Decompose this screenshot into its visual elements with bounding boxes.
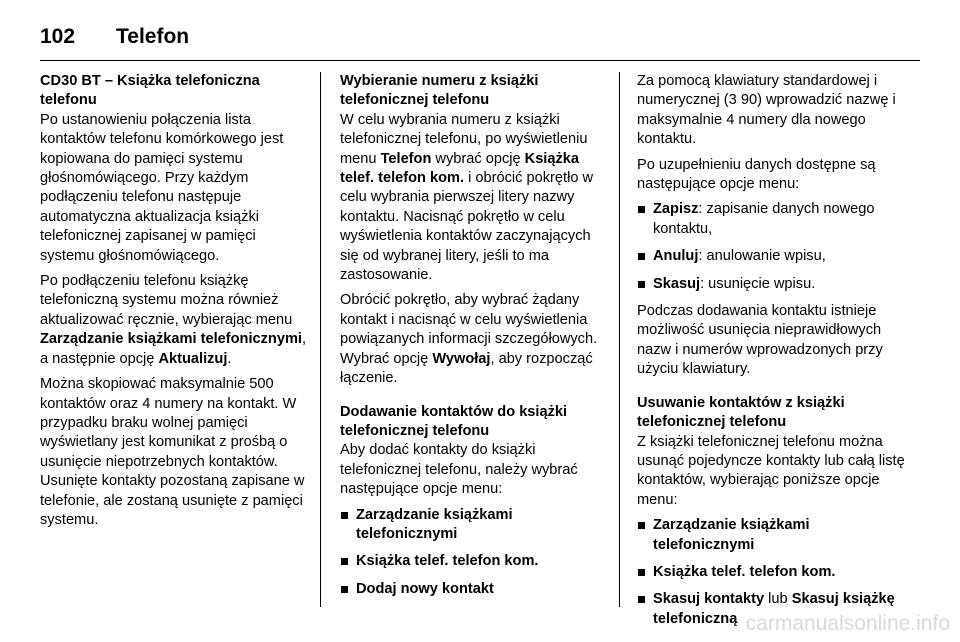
paragraph: Aby dodać kontakty do książki telefonicznej telefonu, należy wybrać następujące opcje menu: (340, 442, 578, 498)
text: W celu wybrania numeru z książki telefonicznej telefonu, po wyświetleniu menu (340, 111, 588, 167)
text: Obrócić pokrętło, aby wybrać żądany kontakt i nacisnąć w celu wyświetlenia powiązanych informacji szczegółowych. Wybrać opcję (340, 292, 598, 367)
paragraph: Podczas dodawania kontaktu istnieje możliwość usunięcia nieprawidłowych nazw i numerów wprowadzonych przy użyciu klawiatury. (637, 303, 883, 378)
list-item (637, 200, 913, 239)
text: , a następnie opcję (40, 331, 307, 367)
menu-term: Skasuj (653, 275, 701, 292)
text: : zapisanie danych nowego kontaktu, (653, 201, 875, 237)
paragraph (637, 72, 913, 150)
paragraph (340, 111, 608, 286)
paragraph: Można skopiować maksymalnie 500 kontaktów oraz 4 numery na kontakt. W przypadku braku wolnej pamięci wyświetlany jest komunikat z prośbą o usunięcie niepotrzebnych kontaktów. Usunięte kontakty pozostaną zapisane w telefonie, ale zostaną usunięte z pamięci systemu. (40, 376, 305, 528)
menu-term: Książka telef. telefon kom. (356, 553, 539, 570)
list-item (637, 563, 913, 582)
text: : usunięcie wpisu. (700, 275, 816, 292)
column-divider (320, 72, 321, 607)
list-item (637, 275, 913, 294)
list-item (340, 580, 608, 599)
list-item (340, 552, 608, 571)
section-heading-phonebook: CD30 BT – Książka telefoniczna telefonu (40, 73, 260, 109)
option-list (637, 200, 913, 294)
column-divider (619, 72, 620, 607)
paragraph: Po ustanowieniu połączenia lista kontaktów telefonu komórkowego jest kopiowana do pamięci systemu głośnomówiącego. Przy każdym podłączeniu telefonu następuje automatyczna aktualizacja książki telefonicznej zapisanej w pamięci systemu głośnomówiącego. (40, 111, 284, 264)
menu-term: Zarządzanie książkami telefonicznymi (653, 517, 810, 553)
menu-term: Zarządzanie książkami telefonicznymi (40, 331, 302, 348)
list-item (637, 247, 913, 266)
menu-term: Książka telef. telefon kom. (653, 563, 836, 580)
text: wybrać opcję (431, 150, 525, 167)
list-item (340, 506, 608, 545)
menu-term: Zapisz (653, 201, 699, 218)
paragraph: Po uzupełnieniu danych dostępne są następujące opcje menu: (637, 156, 876, 193)
text: Po podłączeniu telefonu książkę telefoniczną systemu można również aktualizować ręcznie, wybierając menu (40, 273, 293, 328)
watermark: carmanualsonline.info (745, 612, 950, 635)
column-2 (340, 72, 608, 606)
text: 90) wprowadzić nazwę i maksymalnie 4 numery dla nowego kontaktu. (637, 92, 896, 148)
page-title: Telefon (116, 25, 190, 48)
list-item (637, 516, 913, 555)
page-reference-arrow-icon: 3 (728, 92, 737, 109)
paragraph (40, 272, 310, 369)
text: Za pomocą klawiatury standardowej i numerycznej ( (637, 73, 878, 109)
text: lub (764, 591, 792, 608)
menu-term: Wywołaj (432, 350, 491, 367)
menu-term: Telefon (380, 150, 432, 167)
section-heading-adding: Dodawanie kontaktów do książki telefonicznej telefonu (340, 403, 568, 439)
section-heading-deleting: Usuwanie kontaktów z książki telefonicznej telefonu (637, 394, 845, 431)
paragraph: Z książki telefonicznej telefonu można usunąć pojedyncze kontakty lub całą listę kontaktów, wybierając poniższe opcje menu: (637, 433, 905, 508)
page-header (40, 14, 920, 61)
menu-term: Zarządzanie książkami telefonicznymi (356, 506, 513, 542)
text: . (227, 350, 232, 367)
text: i obrócić pokrętło w celu wybrania pierwszej litery nazwy kontaktu. Nacisnąć pokrętło w celu wyświetlenia kontaktów zaczynających się od wybranej litery, jeśli to ma zastosowanie. (340, 170, 594, 284)
menu-term: Skasuj kontakty (653, 591, 765, 608)
menu-path-list (340, 506, 608, 600)
menu-term: Anuluj (653, 248, 699, 265)
menu-term: Aktualizuj (158, 350, 228, 367)
menu-term: Książka telef. telefon kom. (340, 150, 580, 187)
paragraph (340, 291, 608, 388)
page-number: 102 (40, 25, 76, 48)
menu-term: Skasuj książkę telefoniczną (653, 591, 895, 627)
section-heading-dialing: Wybieranie numeru z książki telefonicznej telefonu (340, 73, 539, 109)
menu-term: Dodaj nowy kontakt (356, 580, 494, 597)
text: : anulowanie wpisu, (698, 248, 826, 265)
text: , aby rozpocząć łączenie. (340, 350, 593, 387)
column-1 (40, 72, 310, 606)
